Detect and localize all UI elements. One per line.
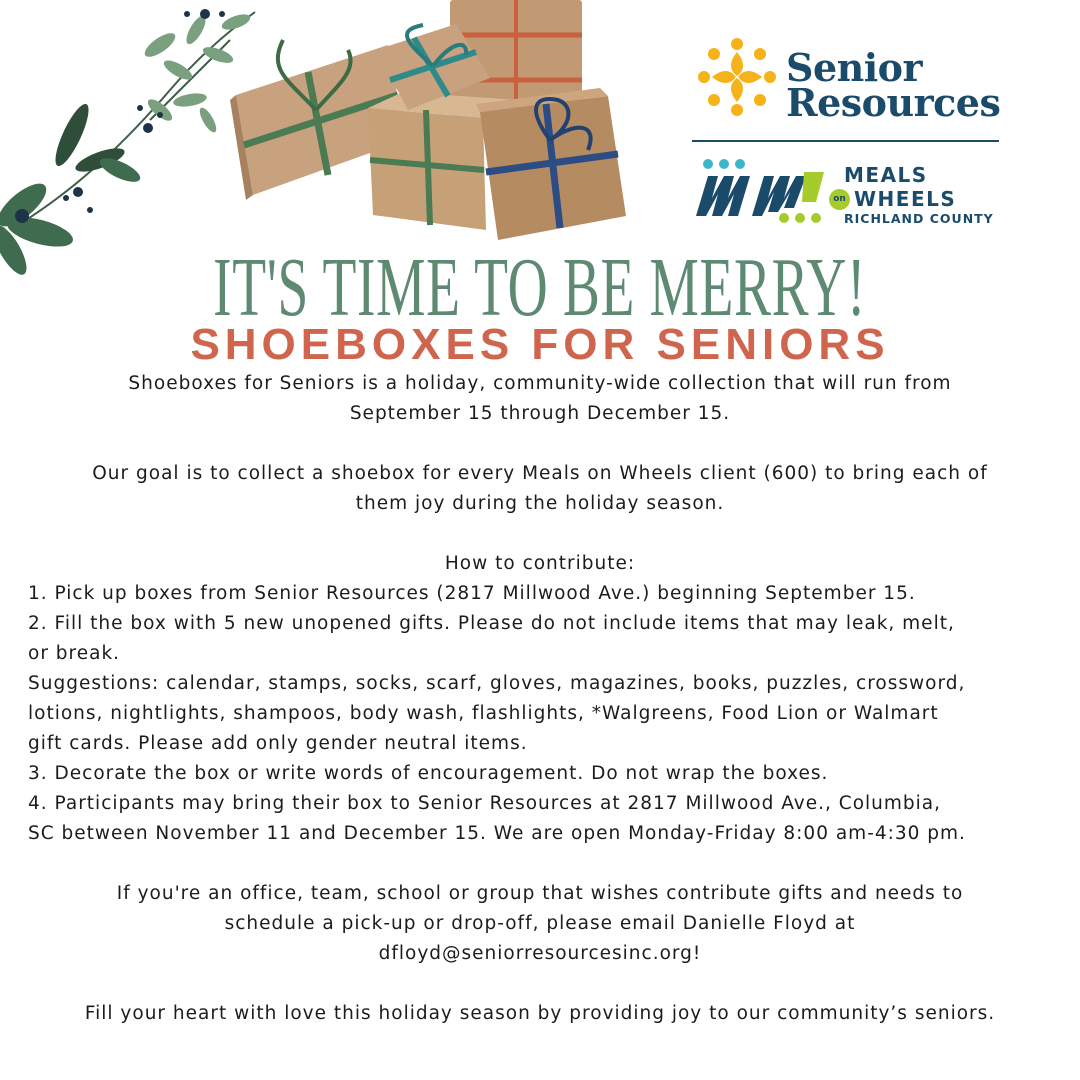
senior-resources-logo xyxy=(696,34,1006,126)
intro-line-2: September 15 through December 15. xyxy=(349,403,731,424)
senior-resources-wordmark-line2: Resources xyxy=(786,80,1001,125)
logo-divider xyxy=(692,140,999,142)
headline xyxy=(0,241,1080,334)
suggestions-line-2: lotions, nightlights, shampoos, body wash, flashlights, *Walgreens, Food Lion or Walmart xyxy=(28,703,939,724)
suggestions-line-1: Suggestions: calendar, stamps, socks, scarf, gloves, magazines, books, puzzles, crossword, xyxy=(28,673,966,694)
step-1-line: 1. Pick up boxes from Senior Resources (2817 Millwood Ave.) beginning September 15. xyxy=(28,583,916,604)
meals-on-wheels-logo xyxy=(694,156,1004,230)
contact-line-2: schedule a pick-up or drop-off, please email Danielle Floyd at xyxy=(224,913,856,934)
step-3-line: 3. Decorate the box or write words of encouragement. Do not wrap the boxes. xyxy=(28,763,829,784)
closing-line: Fill your heart with love this holiday season by providing joy to our community’s seniors. xyxy=(84,1003,996,1024)
contact-line-1: If you're an office, team, school or group that wishes contribute gifts and needs to xyxy=(116,883,964,904)
meals-on-wheels-mark-icon xyxy=(694,158,830,228)
mow-wordmark-county: RICHLAND COUNTY xyxy=(844,211,994,226)
headline-text: IT'S TIME TO BE MERRY! xyxy=(213,241,867,334)
intro-line-1: Shoeboxes for Seniors is a holiday, community-wide collection that will run from xyxy=(128,373,952,394)
step-2-line-2: or break. xyxy=(28,643,121,664)
subheadline: SHOEBOXES FOR SENIORS xyxy=(190,320,890,369)
wrapped-gift-boxes-illustration xyxy=(228,0,648,250)
suggestions-line-3: gift cards. Please add only gender neutral items. xyxy=(28,733,528,754)
step-4-line-1: 4. Participants may bring their box to Senior Resources at 2817 Millwood Ave., Columbia, xyxy=(28,793,941,814)
senior-resources-sun-icon xyxy=(696,36,778,118)
how-to-heading: How to contribute: xyxy=(444,553,636,574)
mow-on-badge: on xyxy=(829,189,850,210)
step-4-line-2: SC between November 11 and December 15. We are open Monday-Friday 8:00 am-4:30 pm. xyxy=(28,823,966,844)
mow-wordmark-wheels: WHEELS xyxy=(854,187,957,211)
senior-resources-wordmark-line1: Senior xyxy=(786,45,923,90)
step-2-line-1: 2. Fill the box with 5 new unopened gifts. Please do not include items that may leak, melt, xyxy=(28,613,955,634)
goal-line-1: Our goal is to collect a shoebox for every Meals on Wheels client (600) to bring each of xyxy=(92,463,988,484)
contact-email: dfloyd@seniorresourcesinc.org! xyxy=(378,943,702,964)
goal-line-2: them joy during the holiday season. xyxy=(355,493,725,514)
mow-wordmark-meals: MEALS xyxy=(844,163,928,187)
